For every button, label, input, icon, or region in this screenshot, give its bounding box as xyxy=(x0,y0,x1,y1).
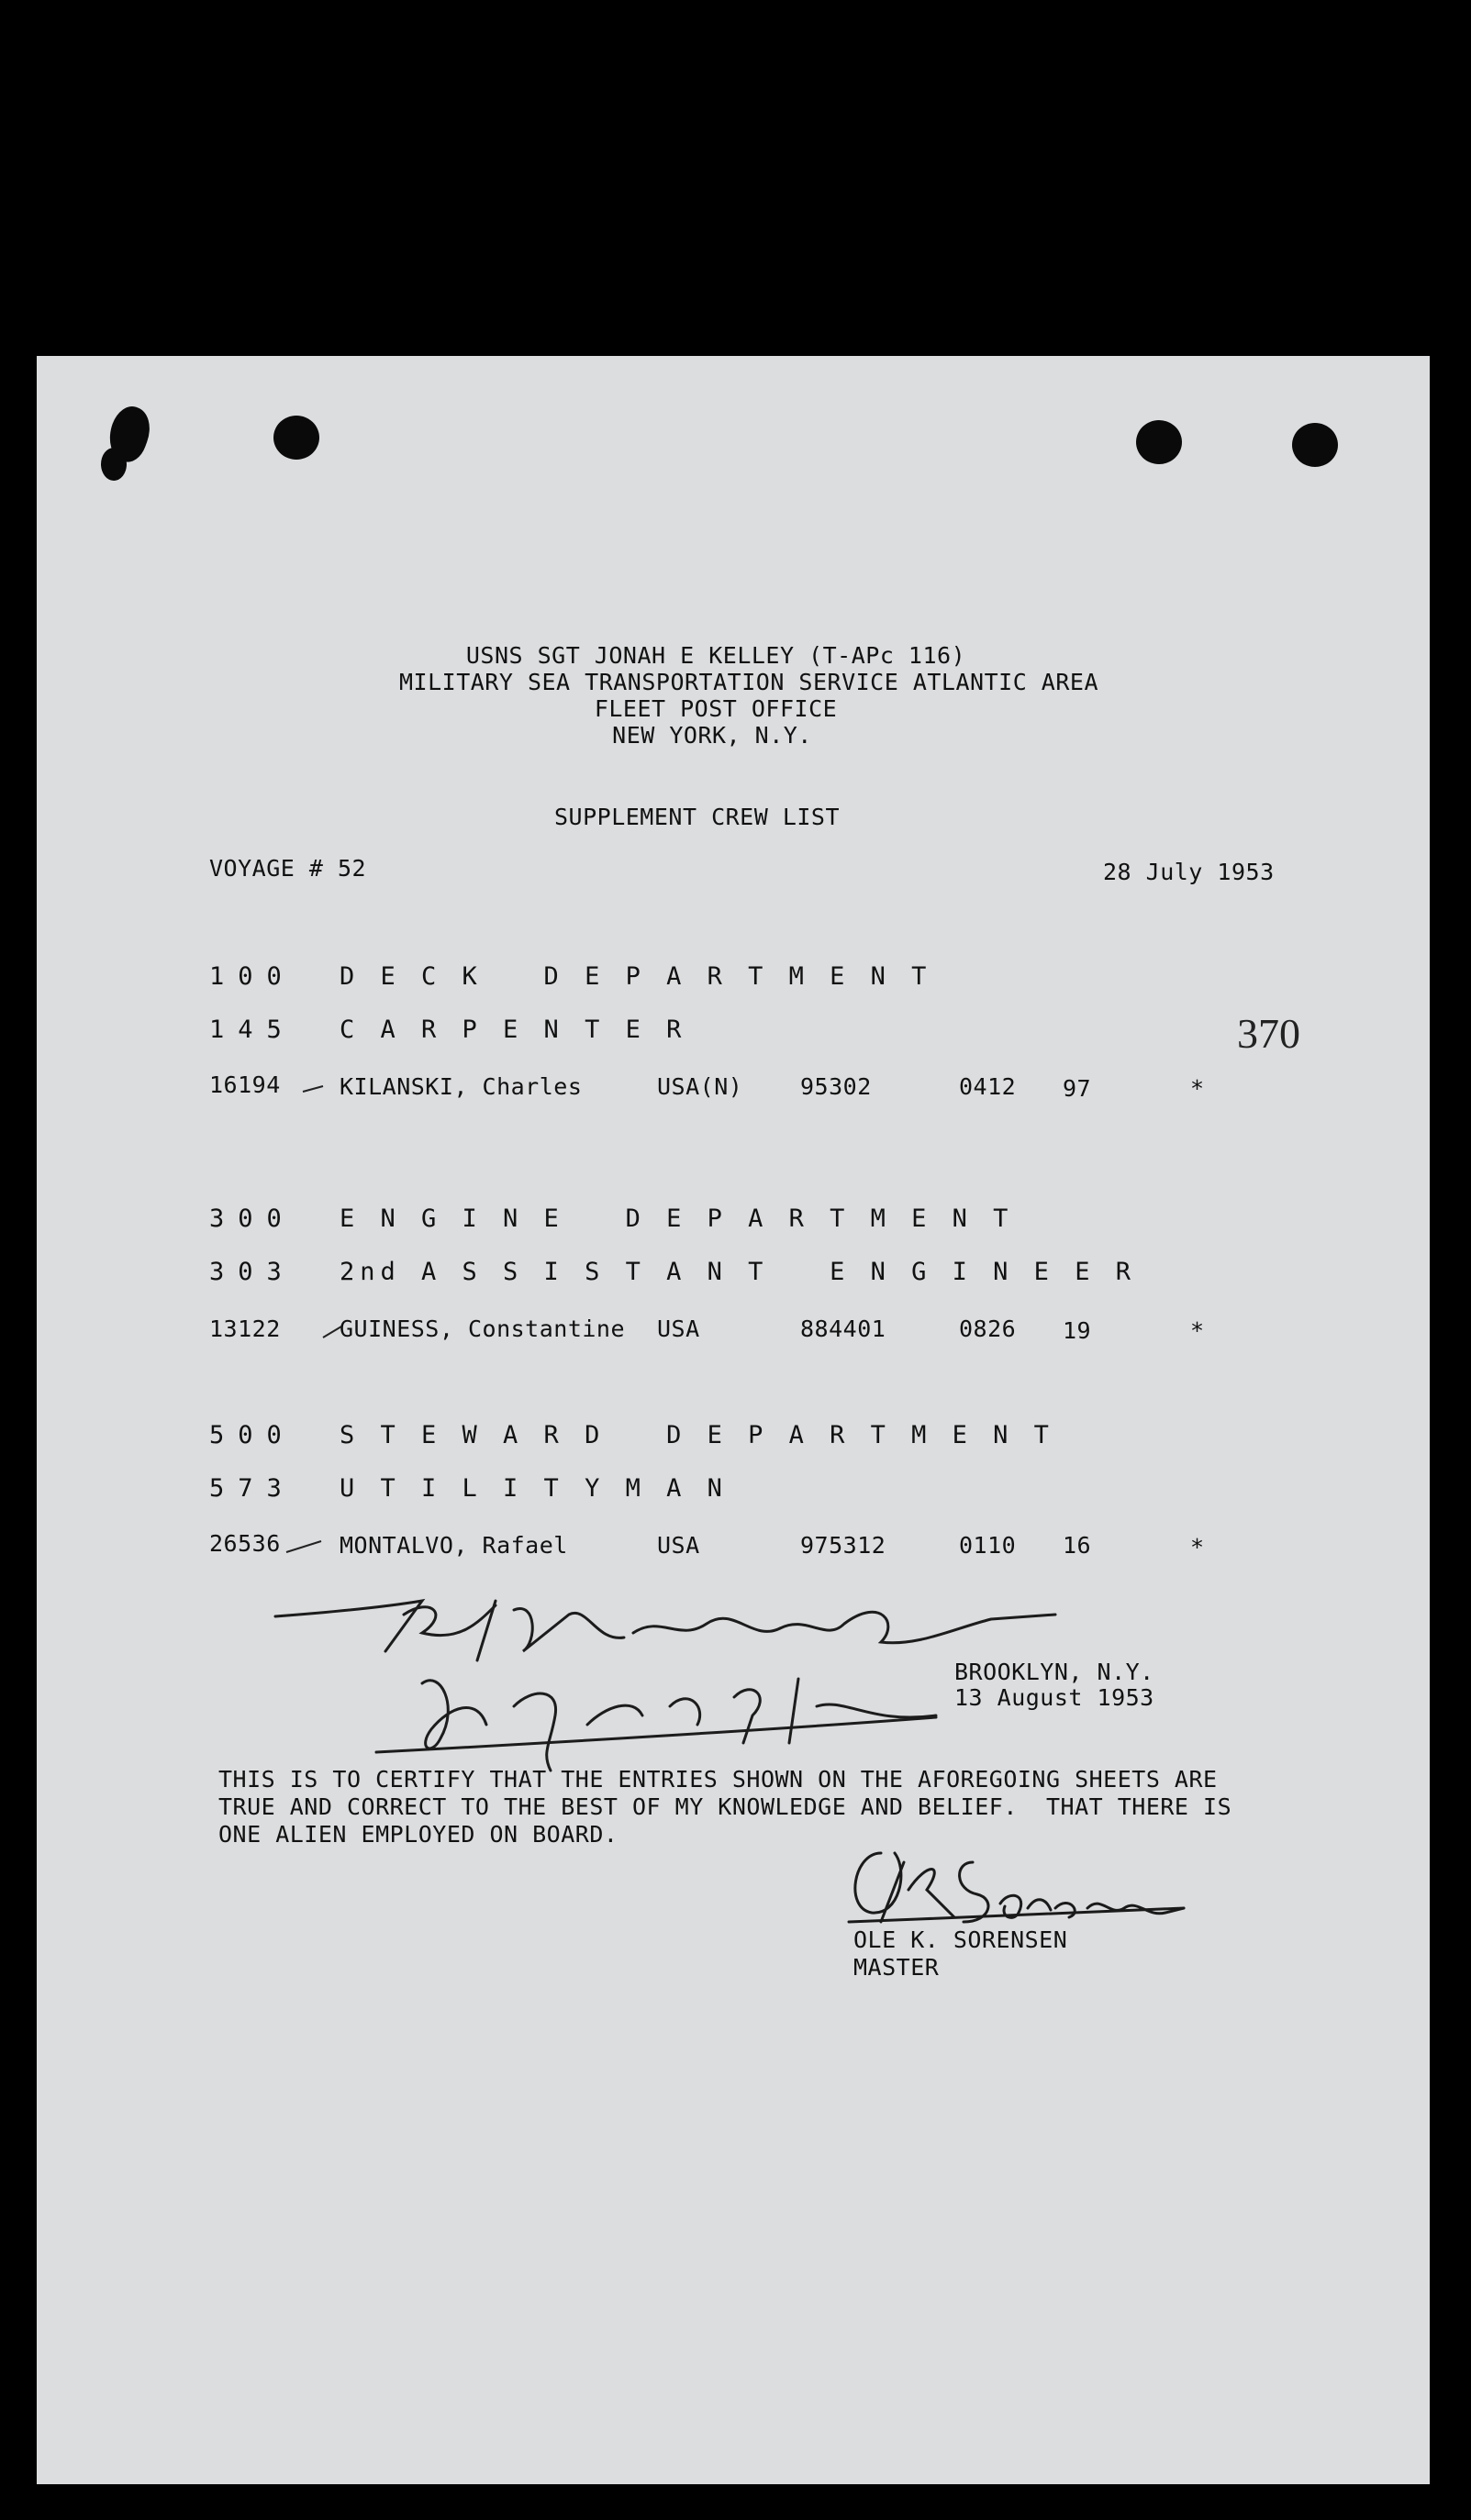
crew-mark: * xyxy=(1190,1317,1205,1344)
crew-age: 19 xyxy=(1063,1317,1092,1344)
header-line-2: MILITARY SEA TRANSPORTATION SERVICE ATLANTIC AREA xyxy=(398,669,1098,695)
list-date: 28 July 1953 xyxy=(1103,859,1275,885)
position-name: U T I L I T Y M A N xyxy=(340,1474,728,1503)
certification-line-2: TRUE AND CORRECT TO THE BEST OF MY KNOWLEDGE AND BELIEF. THAT THERE IS xyxy=(218,1793,1232,1820)
crew-age: 97 xyxy=(1063,1075,1092,1102)
crew-age: 16 xyxy=(1063,1532,1092,1559)
crew-mark: * xyxy=(1190,1534,1205,1560)
crew-number: 26536 xyxy=(209,1530,281,1557)
crew-name: GUINESS, Constantine xyxy=(340,1316,626,1342)
department-code: 500 xyxy=(209,1421,295,1449)
department-name: D E C K D E P A R T M E N T xyxy=(340,962,932,991)
position-code: 573 xyxy=(209,1474,295,1503)
position-name: 2nd A S S I S T A N T E N G I N E E R xyxy=(340,1258,1136,1286)
crew-code: 0110 xyxy=(959,1532,1017,1559)
crew-code: 0412 xyxy=(959,1073,1017,1100)
place: BROOKLYN, N.Y. xyxy=(954,1659,1154,1685)
crew-id: 95302 xyxy=(800,1073,872,1100)
department-code: 300 xyxy=(209,1204,295,1233)
crew-mark: * xyxy=(1190,1075,1205,1102)
page-number: 370 xyxy=(1237,1010,1300,1057)
crew-id: 884401 xyxy=(800,1316,886,1342)
crew-name: KILANSKI, Charles xyxy=(340,1073,583,1100)
department-name: S T E W A R D D E P A R T M E N T xyxy=(340,1421,1054,1449)
crew-id: 975312 xyxy=(800,1532,886,1559)
certification-line-1: THIS IS TO CERTIFY THAT THE ENTRIES SHOWN ON THE AFOREGOING SHEETS ARE xyxy=(218,1766,1218,1793)
signer-name: OLE K. SORENSEN xyxy=(853,1926,1068,1953)
crew-code: 0826 xyxy=(959,1316,1017,1342)
crew-number: 13122 xyxy=(209,1316,281,1342)
certification-line-3: ONE ALIEN EMPLOYED ON BOARD. xyxy=(218,1821,618,1848)
header-line-4: NEW YORK, N.Y. xyxy=(612,722,812,749)
crew-number: 16194 xyxy=(209,1071,281,1098)
crew-nationality: USA(N) xyxy=(657,1073,743,1100)
position-name: C A R P E N T E R xyxy=(340,1016,687,1044)
voyage-number: VOYAGE # 52 xyxy=(209,855,367,882)
department-code: 100 xyxy=(209,962,295,991)
place-date: 13 August 1953 xyxy=(954,1684,1154,1711)
crew-nationality: USA xyxy=(657,1532,700,1559)
crew-name: MONTALVO, Rafael xyxy=(340,1532,568,1559)
header-line-3: FLEET POST OFFICE xyxy=(594,695,838,722)
document-title: SUPPLEMENT CREW LIST xyxy=(554,804,841,830)
department-name: E N G I N E D E P A R T M E N T xyxy=(340,1204,1014,1233)
crew-nationality: USA xyxy=(657,1316,700,1342)
header-line-1: USNS SGT JONAH E KELLEY (T-APc 116) xyxy=(465,642,966,669)
position-code: 303 xyxy=(209,1258,295,1286)
signer-title: MASTER xyxy=(853,1954,940,1981)
position-code: 145 xyxy=(209,1016,295,1044)
